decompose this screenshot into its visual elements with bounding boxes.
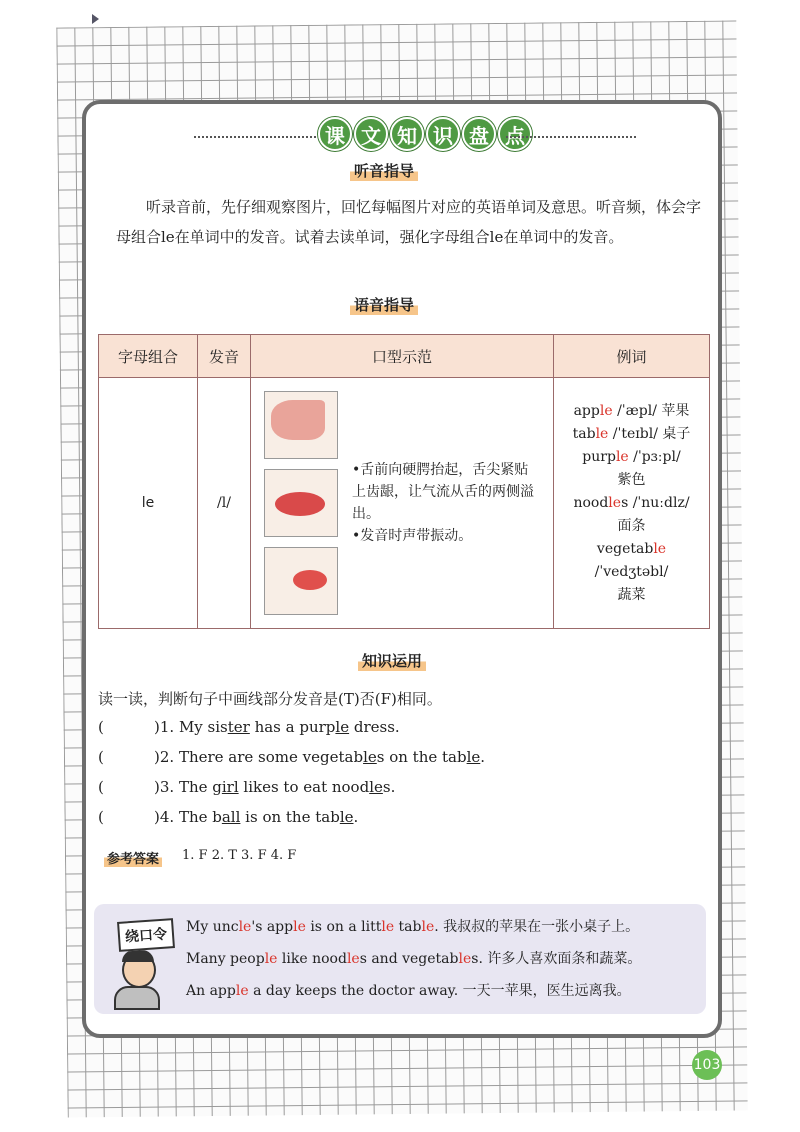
example-line: noodles /ˈnuːdlz/	[573, 494, 690, 511]
page-number: 103	[692, 1050, 722, 1080]
example-words	[555, 400, 708, 607]
lips-side-image	[264, 547, 338, 615]
listening-paragraph: 听录音前，先仔细观察图片，回忆每幅图片对应的英语单词及意思。听音频，体会字母组合le在单词中的发音。试着去读单词，强化字母组合le在单词中的发音。	[116, 198, 702, 246]
heading-usage: 知识运用	[358, 650, 426, 671]
cell-examples	[554, 378, 710, 629]
answer-blank[interactable]: (	[98, 808, 104, 826]
title-char-1: 课	[318, 117, 352, 151]
exercise-item: ( )1. My sister has a purple dress.	[98, 718, 400, 736]
exercise-item: ( )2. There are some vegetables on the table.	[98, 748, 486, 766]
exercise-item: ( )4. The ball is on the table.	[98, 808, 359, 826]
header-examples: 例词	[554, 335, 710, 378]
answer-blank[interactable]: (	[98, 718, 104, 736]
cell-letters: le	[99, 378, 198, 629]
title-char-6: 点	[498, 117, 532, 151]
boy-illustration	[114, 952, 160, 1010]
answer-values: 1. F 2. T 3. F 4. F	[182, 848, 297, 863]
tongue-twister-sign: 绕口令	[117, 918, 175, 952]
heading-phonics: 语音指导	[350, 294, 418, 315]
example-line: vegetable	[596, 540, 667, 557]
exercise-item: ( )3. The girl likes to eat noodles.	[98, 778, 396, 796]
title-badges	[318, 117, 532, 151]
tongue-twister-line: My uncle's apple is on a little table. 我叔叔的苹果在一张小桌子上。	[186, 919, 640, 935]
corner-arrow-icon	[92, 14, 99, 24]
header-letters: 字母组合	[99, 335, 198, 378]
title-divider-right	[506, 136, 636, 138]
note-2: •发音时声带振动。	[352, 528, 473, 544]
answer-blank[interactable]: (	[98, 778, 104, 796]
answer-blank[interactable]: (	[98, 748, 104, 766]
cell-mouth	[251, 378, 554, 629]
example-line: /ˈvedʒtəbl/	[594, 563, 669, 580]
title-char-5: 盘	[462, 117, 496, 151]
section-title	[86, 114, 718, 154]
title-char-3: 知	[390, 117, 424, 151]
example-line: table /ˈteɪbl/ 桌子	[572, 425, 691, 442]
note-1: •舌前向硬腭抬起，舌尖紧贴上齿龈，让气流从舌的两侧溢出。	[352, 462, 534, 522]
answer-label: 参考答案	[104, 848, 162, 867]
phonics-table	[98, 334, 710, 629]
lips-front-image	[264, 469, 338, 537]
title-char-4: 识	[426, 117, 460, 151]
exercise-instructions: 读一读，判断句子中画线部分发音是(T)否(F)相同。	[98, 690, 442, 708]
title-divider-left	[194, 136, 324, 138]
title-char-2: 文	[354, 117, 388, 151]
tongue-diagram-image	[264, 391, 338, 459]
heading-listening: 听音指导	[350, 160, 418, 181]
example-line: 面条	[617, 517, 646, 534]
cell-sound: /l/	[198, 378, 251, 629]
tongue-twister-line: An apple a day keeps the doctor away. 一天一苹果，医生远离我。	[186, 983, 631, 999]
example-line: 蔬菜	[617, 586, 646, 603]
header-sound: 发音	[198, 335, 251, 378]
mouth-images	[252, 391, 338, 615]
tongue-twister-line: Many people like noodles and vegetables. 许多人喜欢面条和蔬菜。	[186, 951, 642, 967]
example-line: apple /ˈæpl/ 苹果	[573, 402, 690, 419]
header-mouth: 口型示范	[251, 335, 554, 378]
pronunciation-notes	[338, 459, 542, 547]
tongue-twister-box	[94, 904, 706, 1014]
example-line: 紫色	[617, 471, 646, 488]
content-card	[82, 100, 722, 1038]
example-line: purple /ˈpɜːpl/	[582, 448, 681, 465]
